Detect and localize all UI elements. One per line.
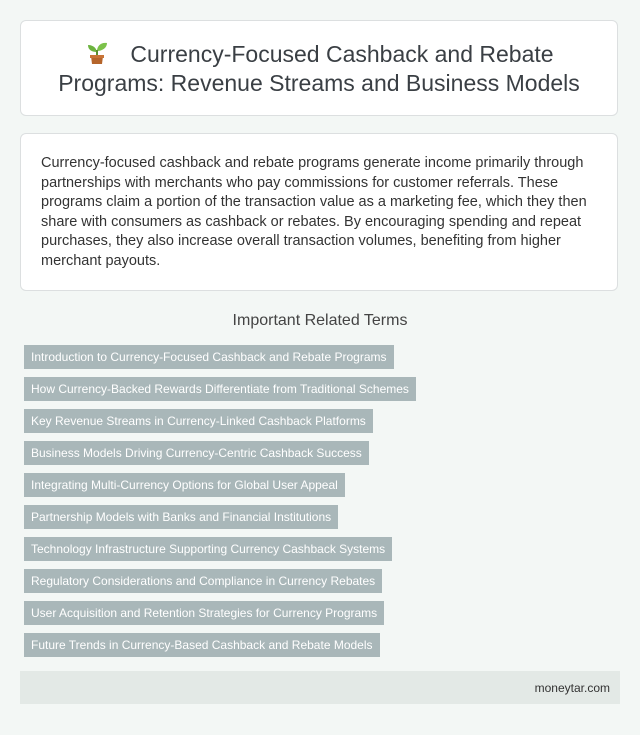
page-title-container	[39, 39, 599, 98]
site-name[interactable]: moneytar.com	[534, 680, 610, 695]
page-title: Currency-Focused Cashback and Rebate Programs: Revenue Streams and Business Models	[58, 40, 580, 96]
term-link[interactable]: Regulatory Considerations and Compliance in Currency Rebates	[24, 569, 382, 593]
term-link[interactable]: Integrating Multi-Currency Options for Global User Appeal	[24, 473, 345, 497]
list-item	[24, 377, 416, 409]
header-card	[20, 20, 618, 116]
related-terms-heading: Important Related Terms	[232, 312, 408, 329]
list-item	[24, 441, 416, 473]
sprout-icon	[84, 39, 110, 65]
term-link[interactable]: Business Models Driving Currency-Centric Cashback Success	[24, 441, 369, 465]
term-link[interactable]: Introduction to Currency-Focused Cashback and Rebate Programs	[24, 345, 394, 369]
related-terms-list	[24, 345, 416, 665]
footer-bar	[20, 671, 620, 704]
term-link[interactable]: Key Revenue Streams in Currency-Linked Cashback Platforms	[24, 409, 373, 433]
description-card	[20, 133, 618, 291]
list-item	[24, 569, 416, 601]
list-item	[24, 601, 416, 633]
description-text: Currency-focused cashback and rebate programs generate income primarily through partnerships with merchants who pay commissions for customer referrals. These programs claim a portion of the transaction value as a marketing fee, which they then share with consumers as cashback or rebates. By encouraging spending and repeat purchases, they also increase overall transaction volumes, benefiting from higher merchant payouts.	[41, 155, 587, 269]
term-link[interactable]: How Currency-Backed Rewards Differentiate from Traditional Schemes	[24, 377, 416, 401]
term-link[interactable]: Technology Infrastructure Supporting Currency Cashback Systems	[24, 537, 392, 561]
list-item	[24, 505, 416, 537]
term-link[interactable]: Future Trends in Currency-Based Cashback and Rebate Models	[24, 633, 380, 657]
term-link[interactable]: User Acquisition and Retention Strategies for Currency Programs	[24, 601, 384, 625]
list-item	[24, 409, 416, 441]
list-item	[24, 473, 416, 505]
list-item	[24, 345, 416, 377]
list-item	[24, 633, 416, 665]
term-link[interactable]: Partnership Models with Banks and Financial Institutions	[24, 505, 338, 529]
list-item	[24, 537, 416, 569]
